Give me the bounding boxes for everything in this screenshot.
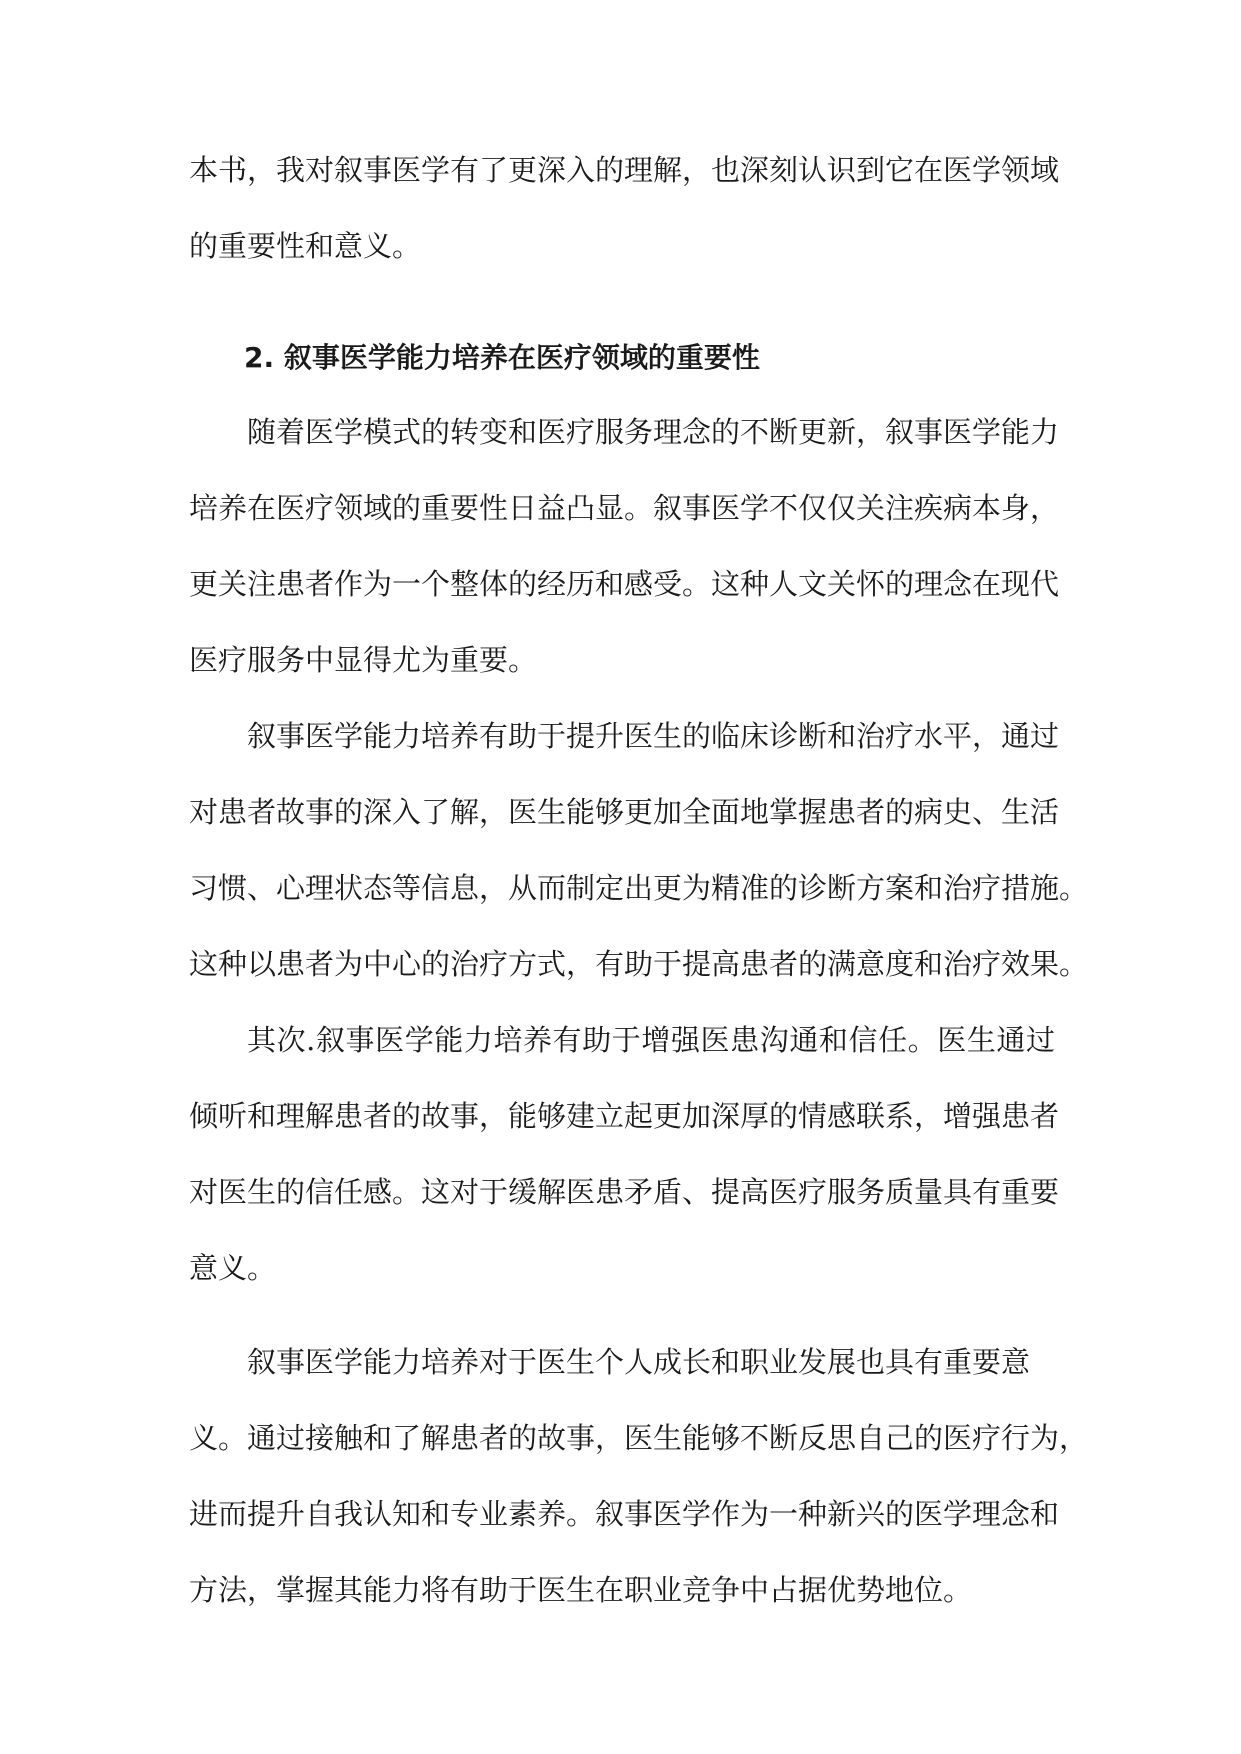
text-line: 这种以患者为中心的治疗方式，有助于提高患者的满意度和治疗效果。 (189, 947, 1089, 981)
paragraph-first-line: 随着医学模式的转变和医疗服务理念的不断更新，叙事医学能力 (247, 415, 1060, 449)
text-line: 更关注患者作为一个整体的经历和感受。这种人文关怀的理念在现代 (189, 567, 1060, 601)
text-line: 对医生的信任感。这对于缓解医患矛盾、提高医疗服务质量具有重要 (189, 1175, 1060, 1209)
text-line: 方法，掌握其能力将有助于医生在职业竞争中占据优势地位。 (189, 1573, 973, 1607)
text-line: 的重要性和意义。 (189, 229, 422, 263)
paragraph-first-line: 其次.叙事医学能力培养有助于增强医患沟通和信任。医生通过 (247, 1023, 1055, 1057)
text-line: 义。通过接触和了解患者的故事，医生能够不断反思自己的医疗行为， (189, 1421, 1089, 1455)
text-line: 倾听和理解患者的故事，能够建立起更加深厚的情感联系，增强患者 (189, 1099, 1060, 1133)
paragraph-first-line: 叙事医学能力培养对于医生个人成长和职业发展也具有重要意 (247, 1345, 1031, 1379)
text-line: 对患者故事的深入了解，医生能够更加全面地掌握患者的病史、生活 (189, 795, 1060, 829)
section-heading: 2. 叙事医学能力培养在医疗领域的重要性 (244, 341, 760, 374)
paragraph-first-line: 叙事医学能力培养有助于提升医生的临床诊断和治疗水平，通过 (247, 719, 1060, 753)
text-line: 培养在医疗领域的重要性日益凸显。叙事医学不仅仅关注疾病本身， (189, 491, 1060, 525)
text-line: 意义。 (189, 1251, 277, 1285)
text-line: 习惯、心理状态等信息，从而制定出更为精准的诊断方案和治疗措施。 (189, 871, 1089, 905)
text-line: 进而提升自我认知和专业素养。叙事医学作为一种新兴的医学理念和 (189, 1497, 1060, 1531)
text-line: 医疗服务中显得尤为重要。 (189, 643, 538, 677)
text-line: 本书，我对叙事医学有了更深入的理解，也深刻认识到它在医学领域 (189, 153, 1060, 187)
